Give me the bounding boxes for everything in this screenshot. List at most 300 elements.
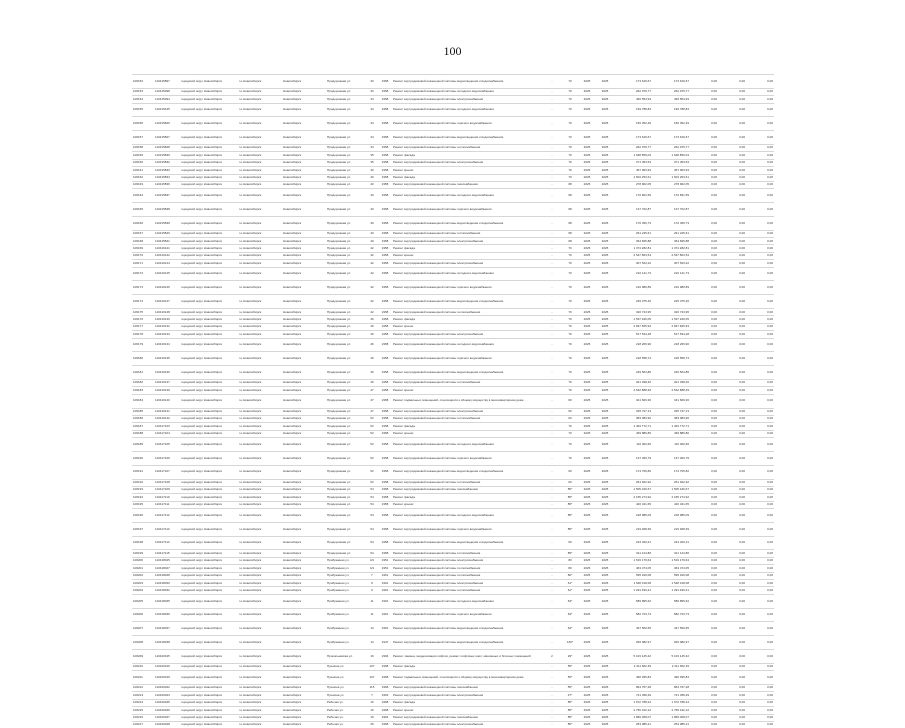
cell-id: 110416122 (154, 252, 180, 259)
cell-repair: Ремонт внутридомовой инженерной системы водоотведения и водоснабжения (392, 636, 542, 650)
cell-cost2: 278 962,05 (652, 181, 690, 188)
cell-srok: 80 (562, 565, 578, 572)
cell-street: Придорожная ул. (326, 380, 366, 387)
cell-street: Придорожная ул. (326, 267, 366, 281)
table-row (132, 408, 774, 415)
cell-e3: 0,00 (746, 387, 774, 394)
cell-y2: 2025 (596, 252, 614, 259)
table-row (132, 203, 774, 217)
cell-e1: 0,00 (690, 494, 718, 501)
cell-n: 106199 (132, 550, 154, 557)
cell-e3: 0,00 (746, 252, 774, 259)
cell-n: 106189 (132, 438, 154, 452)
cell-district: Новосибирск (282, 309, 326, 316)
cell-e3: 0,00 (746, 509, 774, 523)
cell-vol: - (542, 714, 562, 721)
cell-srok: 160* (562, 636, 578, 650)
cell-y1: 2025 (578, 338, 596, 352)
cell-n: 106169 (132, 245, 154, 252)
cell-district: Новосибирск (282, 699, 326, 706)
cell-house: 52 (366, 438, 378, 452)
cell-n: 106183 (132, 387, 154, 394)
cell-srok: 85* (562, 721, 578, 728)
cell-district: Новосибирск (282, 238, 326, 245)
cell-vol: - (542, 663, 562, 670)
cell-n: 106206 (132, 608, 154, 622)
cell-e3: 0,00 (746, 366, 774, 380)
cell-cost: 420 341,65 (614, 501, 652, 508)
cell-e1: 0,00 (690, 252, 718, 259)
cell-srok: 70 (562, 144, 578, 151)
cell-e3: 0,00 (746, 494, 774, 501)
cell-district: Новосибирск (282, 663, 326, 670)
cell-street: Придорожная ул. (326, 167, 366, 174)
cell-n: 106175 (132, 309, 154, 316)
cell-year: 1958 (378, 88, 392, 95)
cell-repair: Ремонт внутридомовой инженерной системы газоснабжения (392, 685, 542, 692)
cell-e3: 0,00 (746, 415, 774, 422)
cell-cost2: 137 360,79 (652, 451, 690, 465)
cell-year: 1968 (378, 685, 392, 692)
cell-city: г.о.Новосибирск (238, 565, 282, 572)
cell-n: 106187 (132, 423, 154, 430)
cell-y1: 2025 (578, 501, 596, 508)
cell-repair: Ремонт, замена, модернизация лифтов, ремонт лифтовых шахт, машинных и блочных помещений (392, 650, 542, 664)
cell-y2: 2025 (596, 650, 614, 664)
cell-house: 54 (366, 522, 378, 536)
cell-city: г.о.Новосибирск (238, 267, 282, 281)
cell-city: г.о.Новосибирск (238, 622, 282, 636)
cell-srok: 60 (562, 408, 578, 415)
cell-city: г.о.Новосибирск (238, 394, 282, 408)
cell-house: 16 (366, 707, 378, 714)
cell-year: 1947 (378, 636, 392, 650)
cell-cost2: 864 767,28 (652, 685, 690, 692)
cell-vol: - (542, 699, 562, 706)
cell-n: 106173 (132, 281, 154, 295)
cell-e1: 0,00 (690, 380, 718, 387)
cell-house: 47 (366, 387, 378, 394)
cell-repair: Ремонт внутридомовой инженерной системы холодного водоснабжения (392, 338, 542, 352)
table-row (132, 536, 774, 550)
cell-srok: 61* (562, 580, 578, 587)
cell-year: 1958 (378, 509, 392, 523)
cell-street: Прибрежная ул. (326, 636, 366, 650)
cell-y1: 2025 (578, 594, 596, 608)
cell-e3: 0,00 (746, 267, 774, 281)
cell-street: Придорожная ул. (326, 479, 366, 486)
cell-srok: 70 (562, 159, 578, 166)
cell-e3: 0,00 (746, 189, 774, 203)
cell-id: 110417109 (154, 486, 180, 493)
cell-y2: 2025 (596, 230, 614, 237)
cell-district: Новосибирск (282, 260, 326, 267)
cell-house: 4/1 (366, 557, 378, 564)
cell-y1: 2025 (578, 387, 596, 394)
cell-srok: 70 (562, 430, 578, 437)
cell-repair: Ремонт крыши (392, 707, 542, 714)
cell-e1: 0,00 (690, 451, 718, 465)
table-row (132, 430, 774, 437)
cell-vol: - (542, 565, 562, 572)
cell-okrug: городской округ Новосибирск (180, 509, 238, 523)
cell-district: Новосибирск (282, 522, 326, 536)
cell-repair: Ремонт внутридомовой инженерной системы холодного водоснабжения (392, 189, 542, 203)
cell-y2: 2025 (596, 479, 614, 486)
cell-e2: 0,00 (718, 408, 746, 415)
table-row (132, 451, 774, 465)
cell-house: 25 (366, 721, 378, 728)
cell-vol: - (542, 423, 562, 430)
cell-srok: 85* (562, 486, 578, 493)
cell-house: 54 (366, 494, 378, 501)
table-row (132, 580, 774, 587)
cell-y2: 2025 (596, 671, 614, 685)
cell-city: г.о.Новосибирск (238, 260, 282, 267)
repair-schedule-table (132, 74, 774, 728)
cell-e2: 0,00 (718, 479, 746, 486)
cell-e1: 0,00 (690, 230, 718, 237)
cell-id: 110415828 (154, 144, 180, 151)
cell-n: 106170 (132, 252, 154, 259)
cell-okrug: городской округ Новосибирск (180, 387, 238, 394)
cell-street: Придорожная ул. (326, 260, 366, 267)
cell-e2: 0,00 (718, 451, 746, 465)
cell-vol: - (542, 587, 562, 594)
cell-id: 110415826 (154, 117, 180, 131)
table-row (132, 167, 774, 174)
cell-id: 110418030 (154, 580, 180, 587)
cell-repair: Ремонт фасада (392, 423, 542, 430)
cell-srok: 85* (562, 501, 578, 508)
table-row (132, 671, 774, 685)
cell-e2: 0,00 (718, 692, 746, 699)
cell-house: 13 (366, 636, 378, 650)
cell-vol: - (542, 572, 562, 579)
cell-year: 1961 (378, 594, 392, 608)
cell-vol: - (542, 671, 562, 685)
table-row (132, 117, 774, 131)
cell-vol: - (542, 366, 562, 380)
cell-e2: 0,00 (718, 650, 746, 664)
cell-n: 106168 (132, 238, 154, 245)
cell-house: 33 (366, 75, 378, 89)
cell-e3: 0,00 (746, 557, 774, 564)
cell-e3: 0,00 (746, 699, 774, 706)
cell-e2: 0,00 (718, 75, 746, 89)
cell-e1: 0,00 (690, 608, 718, 622)
cell-e1: 0,00 (690, 415, 718, 422)
cell-e1: 0,00 (690, 238, 718, 245)
cell-n: 106160 (132, 159, 154, 166)
cell-house: 19 (366, 714, 378, 721)
cell-cost: 1 869 068,07 (614, 714, 652, 721)
cell-year: 1961 (378, 608, 392, 622)
cell-house: 4/1 (366, 565, 378, 572)
cell-srok: 85* (562, 494, 578, 501)
cell-okrug: городской округ Новосибирск (180, 309, 238, 316)
cell-year: 1958 (378, 415, 392, 422)
cell-e3: 0,00 (746, 167, 774, 174)
cell-y2: 2025 (596, 144, 614, 151)
cell-y1: 2025 (578, 685, 596, 692)
cell-year: 1958 (378, 438, 392, 452)
table-row (132, 479, 774, 486)
cell-y2: 2025 (596, 594, 614, 608)
cell-district: Новосибирск (282, 636, 326, 650)
cell-e1: 0,00 (690, 692, 718, 699)
cell-e3: 0,00 (746, 323, 774, 330)
cell-id: 110418035 (154, 594, 180, 608)
cell-id: 110415840 (154, 230, 180, 237)
cell-year: 1958 (378, 260, 392, 267)
cell-e2: 0,00 (718, 203, 746, 217)
cell-cost: 517 534,28 (614, 331, 652, 338)
cell-id: 110417103 (154, 423, 180, 430)
cell-n: 106181 (132, 366, 154, 380)
cell-year: 1958 (378, 167, 392, 174)
cell-city: г.о.Новосибирск (238, 692, 282, 699)
cell-district: Новосибирск (282, 394, 326, 408)
cell-e1: 0,00 (690, 152, 718, 159)
cell-house: 47 (366, 394, 378, 408)
cell-y2: 2025 (596, 721, 614, 728)
cell-cost2: 307 523,22 (652, 260, 690, 267)
cell-e1: 0,00 (690, 650, 718, 664)
cell-city: г.о.Новосибирск (238, 103, 282, 117)
cell-house: 40 (366, 203, 378, 217)
cell-house: 13 (366, 622, 378, 636)
cell-house: 9 (366, 580, 378, 587)
cell-vol: - (542, 380, 562, 387)
cell-okrug: городской округ Новосибирск (180, 671, 238, 685)
table-row (132, 438, 774, 452)
cell-vol: - (542, 323, 562, 330)
cell-e1: 0,00 (690, 366, 718, 380)
cell-srok: 70 (562, 174, 578, 181)
cell-e2: 0,00 (718, 509, 746, 523)
cell-e3: 0,00 (746, 238, 774, 245)
cell-house: 46 (366, 380, 378, 387)
cell-n: 106205 (132, 594, 154, 608)
cell-n: 106161 (132, 167, 154, 174)
cell-year: 1958 (378, 203, 392, 217)
cell-year: 1958 (378, 181, 392, 188)
cell-cost: 1 548 318,08 (614, 580, 652, 587)
cell-y1: 2025 (578, 509, 596, 523)
table-row (132, 216, 774, 230)
cell-house: 52 (366, 430, 378, 437)
cell-y2: 2025 (596, 699, 614, 706)
cell-cost: 261 245,61 (614, 230, 652, 237)
cell-y1: 2025 (578, 189, 596, 203)
cell-repair: Ремонт внутридомовой инженерной системы горячего водоснабжения (392, 352, 542, 366)
cell-cost2: 2 547 863,54 (652, 252, 690, 259)
cell-y2: 2025 (596, 707, 614, 714)
cell-cost2: 517 534,28 (652, 331, 690, 338)
cell-district: Новосибирск (282, 479, 326, 486)
table-row (132, 267, 774, 281)
cell-year: 1958 (378, 366, 392, 380)
cell-street: Придорожная ул. (326, 238, 366, 245)
cell-city: г.о.Новосибирск (238, 501, 282, 508)
cell-cost2: 582 723,73 (652, 608, 690, 622)
cell-cost2: 170 821,59 (652, 189, 690, 203)
cell-vol: - (542, 281, 562, 295)
cell-cost2: 1 374 282,81 (652, 245, 690, 252)
table-row (132, 281, 774, 295)
cell-house: 42 (366, 295, 378, 309)
cell-year: 1961 (378, 580, 392, 587)
cell-street: Придорожная ул. (326, 494, 366, 501)
cell-e1: 0,00 (690, 465, 718, 479)
cell-house: 52 (366, 423, 378, 430)
cell-repair: Ремонт фасада (392, 316, 542, 323)
cell-n: 106179 (132, 338, 154, 352)
cell-repair: Ремонт внутридомовой инженерной системы теплоснабжения (392, 572, 542, 579)
cell-id: 110420019 (154, 671, 180, 685)
cell-vol: - (542, 159, 562, 166)
cell-n: 106176 (132, 316, 154, 323)
cell-y2: 2025 (596, 430, 614, 437)
cell-cost: 1 374 282,81 (614, 245, 652, 252)
cell-id: 110418038 (154, 636, 180, 650)
cell-cost: 321 124,86 (614, 550, 652, 557)
cell-n: 106203 (132, 580, 154, 587)
cell-district: Новосибирск (282, 281, 326, 295)
cell-cost: 2 542 888,49 (614, 387, 652, 394)
cell-cost2: 320 743,95 (652, 309, 690, 316)
cell-id: 110417113 (154, 522, 180, 536)
cell-repair: Ремонт подвальных помещений, относящихся к общему имуществу в многоквартирном доме (392, 671, 542, 685)
cell-cost2: 463 474,05 (652, 565, 690, 572)
cell-district: Новосибирск (282, 88, 326, 95)
cell-e3: 0,00 (746, 650, 774, 664)
cell-y2: 2025 (596, 238, 614, 245)
cell-year: 1958 (378, 230, 392, 237)
cell-year: 1958 (378, 281, 392, 295)
cell-vol: - (542, 438, 562, 452)
cell-e2: 0,00 (718, 587, 746, 594)
cell-n: 106210 (132, 663, 154, 670)
cell-cost2: 325 727,13 (652, 408, 690, 415)
cell-srok: 68 (562, 230, 578, 237)
cell-cost2: 1 548 318,08 (652, 580, 690, 587)
cell-cost: 325 727,13 (614, 408, 652, 415)
cell-street: Придорожная ул. (326, 174, 366, 181)
cell-e3: 0,00 (746, 88, 774, 95)
cell-street: Придорожная ул. (326, 88, 366, 95)
cell-vol: - (542, 181, 562, 188)
cell-repair: Ремонт внутридомовой инженерной системы электроснабжения (392, 580, 542, 587)
cell-cost: 1 603 253,61 (614, 174, 652, 181)
cell-year: 1968 (378, 721, 392, 728)
cell-city: г.о.Новосибирск (238, 587, 282, 594)
cell-repair: Ремонт внутридомовой инженерной системы водоотведения и водоснабжения (392, 131, 542, 145)
cell-y2: 2025 (596, 608, 614, 622)
cell-district: Новосибирск (282, 438, 326, 452)
cell-srok: 85* (562, 714, 578, 721)
cell-cost: 137 360,79 (614, 451, 652, 465)
cell-vol: - (542, 103, 562, 117)
cell-srok: 70 (562, 380, 578, 387)
cell-cost2: 1 537 946,05 (652, 316, 690, 323)
cell-e2: 0,00 (718, 167, 746, 174)
cell-repair: Ремонт крыши (392, 501, 542, 508)
cell-e3: 0,00 (746, 501, 774, 508)
cell-vol: - (542, 494, 562, 501)
cell-e1: 0,00 (690, 167, 718, 174)
cell-repair: Ремонт внутридомовой инженерной системы электроснабжения (392, 408, 542, 415)
cell-y1: 2025 (578, 622, 596, 636)
cell-y1: 2025 (578, 131, 596, 145)
table-row (132, 174, 774, 181)
cell-srok: 70 (562, 338, 578, 352)
cell-house: 34 (366, 96, 378, 103)
cell-y2: 2025 (596, 331, 614, 338)
cell-year: 1958 (378, 394, 392, 408)
cell-cost2: 253 985,21 (652, 721, 690, 728)
cell-cost: 219 928,39 (614, 522, 652, 536)
table-row (132, 608, 774, 622)
cell-street: Пушкина ул. (326, 692, 366, 699)
cell-srok: 80* (562, 572, 578, 579)
cell-y1: 2025 (578, 430, 596, 437)
cell-cost: 253 985,21 (614, 721, 652, 728)
cell-id: 110420016 (154, 663, 180, 670)
cell-district: Новосибирск (282, 252, 326, 259)
cell-cost2: 2 411 662,39 (652, 663, 690, 670)
cell-e2: 0,00 (718, 415, 746, 422)
cell-y1: 2025 (578, 479, 596, 486)
cell-y2: 2025 (596, 159, 614, 166)
cell-street: Придорожная ул. (326, 103, 366, 117)
cell-street: Придорожная ул. (326, 423, 366, 430)
cell-y2: 2025 (596, 557, 614, 564)
cell-cost2: 5 103 125,42 (652, 650, 690, 664)
cell-vol: - (542, 415, 562, 422)
cell-y2: 2025 (596, 714, 614, 721)
table-row (132, 238, 774, 245)
cell-e3: 0,00 (746, 380, 774, 387)
cell-vol: - (542, 117, 562, 131)
cell-e3: 0,00 (746, 352, 774, 366)
cell-e3: 0,00 (746, 394, 774, 408)
cell-e2: 0,00 (718, 252, 746, 259)
cell-cost: 278 962,05 (614, 181, 652, 188)
cell-okrug: городской округ Новосибирск (180, 131, 238, 145)
cell-srok: 60 (562, 394, 578, 408)
cell-e2: 0,00 (718, 557, 746, 564)
cell-cost2: 170 459,73 (652, 216, 690, 230)
cell-y1: 2025 (578, 295, 596, 309)
cell-e2: 0,00 (718, 295, 746, 309)
cell-year: 1958 (378, 387, 392, 394)
cell-okrug: городской округ Новосибирск (180, 408, 238, 415)
cell-vol: - (542, 550, 562, 557)
cell-n: 106174 (132, 295, 154, 309)
cell-vol: - (542, 316, 562, 323)
cell-district: Новосибирск (282, 167, 326, 174)
cell-street: Придорожная ул. (326, 117, 366, 131)
cell-id: 110415094 (154, 96, 180, 103)
cell-house: 42 (366, 245, 378, 252)
cell-cost: 2 766 342,12 (614, 707, 652, 714)
cell-okrug: городской округ Новосибирск (180, 152, 238, 159)
cell-district: Новосибирск (282, 465, 326, 479)
cell-id: 110415838 (154, 203, 180, 217)
cell-e1: 0,00 (690, 309, 718, 316)
